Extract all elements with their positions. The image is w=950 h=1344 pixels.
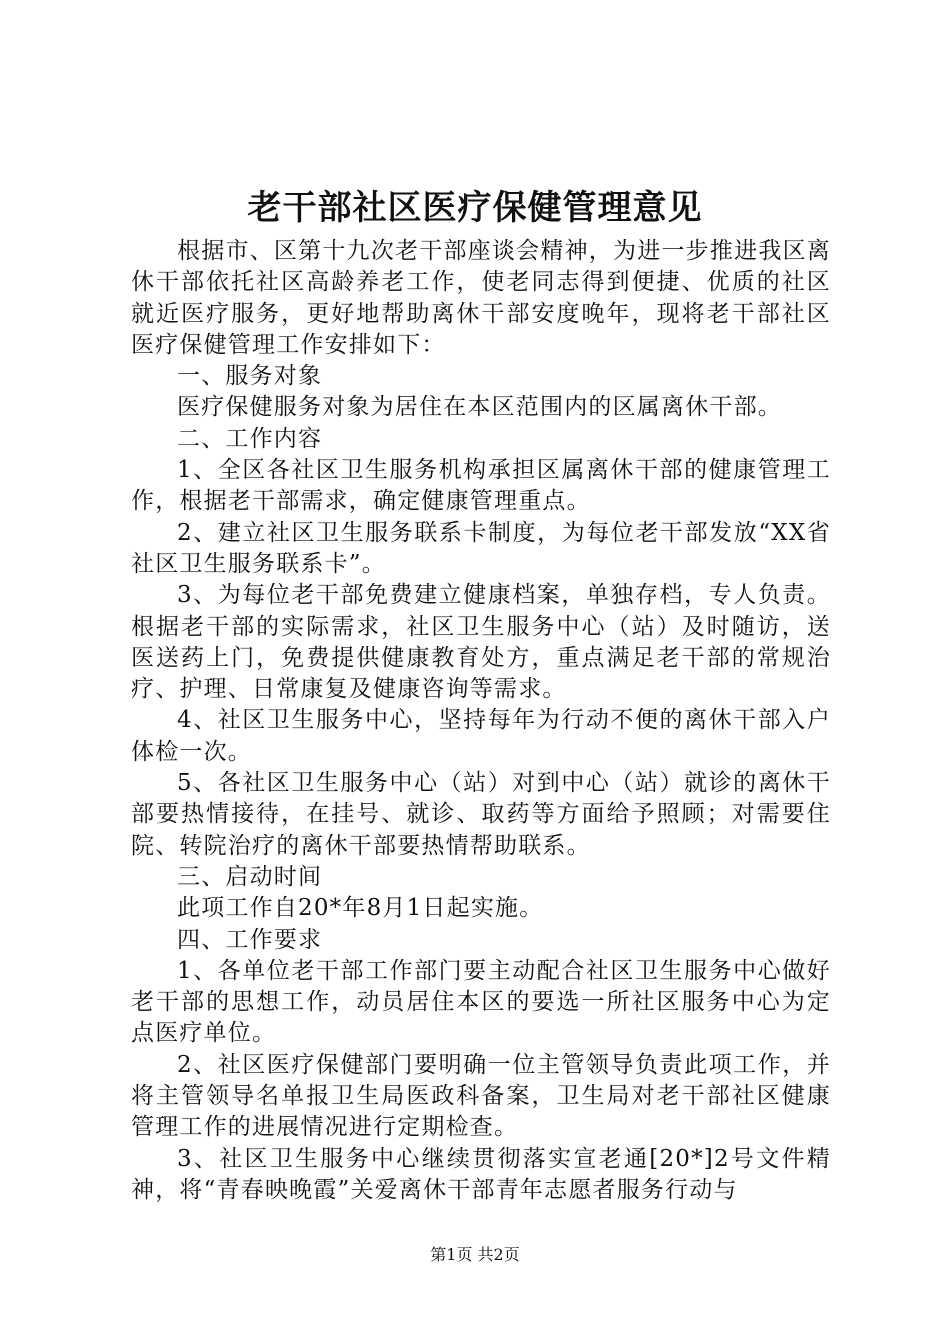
paragraph: 医疗保健服务对象为居住在本区范围内的区属离休干部。 bbox=[177, 394, 782, 421]
paragraph: 3、社区卫生服务中心继续贯彻落实宣老通[20*]2号文件精神，将“青春映晚霞”关爱离休干部青年志愿者服务行动与 bbox=[131, 1145, 831, 1203]
paragraph: 1、各单位老干部工作部门要主动配合社区卫生服务中心做好老干部的思想工作，动员居住本区的要选一所社区服务中心为定点医疗单位。 bbox=[131, 957, 831, 1047]
paragraph: 此项工作自20*年8月1日起实施。 bbox=[177, 895, 544, 922]
paragraph: 2、建立社区卫生服务联系卡制度，为每位老干部发放“XX省社区卫生服务联系卡”。 bbox=[131, 519, 831, 577]
page-footer: 第1页 共2页 bbox=[430, 1245, 520, 1264]
paragraph: 5、各社区卫生服务中心（站）对到中心（站）就诊的离休干部要热情接待，在挂号、就诊、取药等方面给予照顾；对需要住院、转院治疗的离休干部要热情帮助联系。 bbox=[131, 770, 831, 859]
document-title: 老干部社区医疗保健管理意见 bbox=[247, 188, 703, 228]
section-heading-work-requirements: 四、工作要求 bbox=[177, 926, 323, 953]
section-heading-service-target: 一、服务对象 bbox=[177, 363, 323, 390]
paragraph: 1、全区各社区卫生服务机构承担区属离休干部的健康管理工作，根据老干部需求，确定健康管理重点。 bbox=[131, 457, 831, 515]
document-body bbox=[131, 236, 831, 1206]
paragraph-intro: 根据市、区第十九次老干部座谈会精神，为进一步推进我区离休干部依托社区高龄养老工作，使老同志得到便捷、优质的社区就近医疗服务，更好地帮助离休干部安度晚年，现将老干部社区医疗保健管理工作安排如下： bbox=[131, 238, 831, 358]
section-heading-work-content: 二、工作内容 bbox=[177, 425, 323, 452]
paragraph: 2、社区医疗保健部门要明确一位主管领导负责此项工作，并将主管领导名单报卫生局医政科备案，卫生局对老干部社区健康管理工作的进展情况进行定期检查。 bbox=[131, 1051, 831, 1141]
paragraph: 3、为每位老干部免费建立健康档案，单独存档，专人负责。根据老干部的实际需求，社区卫生服务中心（站）及时随访，送医送药上门，免费提供健康教育处方，重点满足老干部的常规治疗、护理、日常康复及健康咨询等需求。 bbox=[131, 582, 831, 703]
section-heading-start-time: 三、启动时间 bbox=[177, 863, 323, 890]
paragraph: 4、社区卫生服务中心，坚持每年为行动不便的离休干部入户体检一次。 bbox=[131, 707, 831, 765]
